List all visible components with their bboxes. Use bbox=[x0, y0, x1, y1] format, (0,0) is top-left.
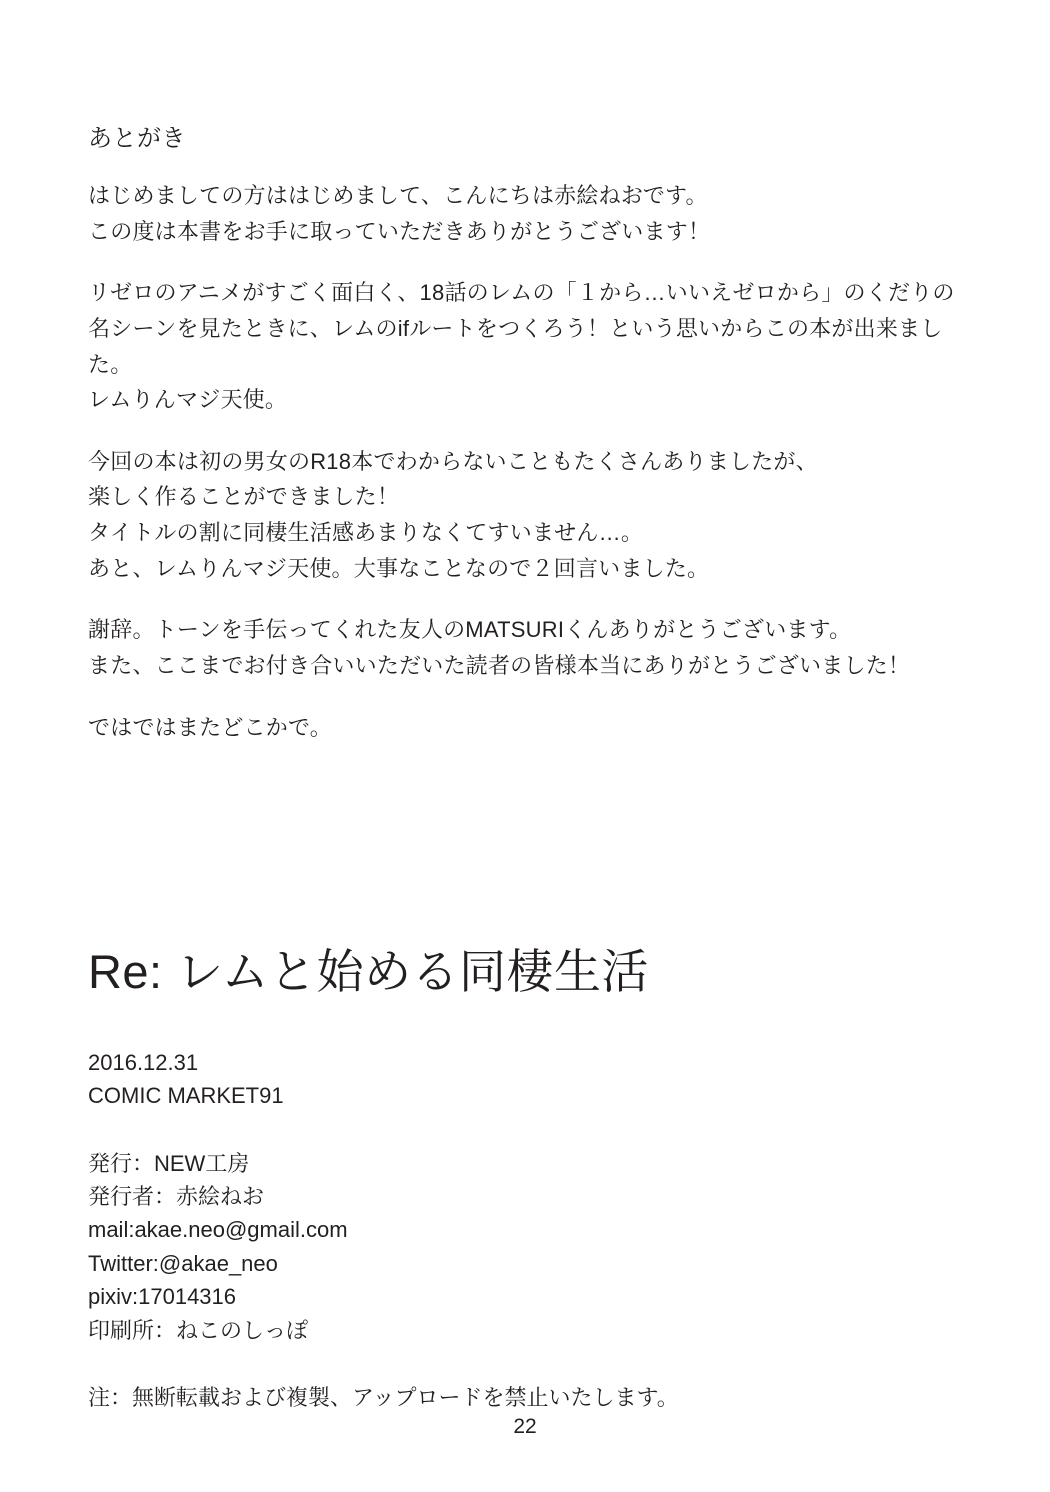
colophon-notice-block bbox=[88, 1381, 988, 1414]
colophon-credits-block bbox=[88, 1147, 988, 1348]
afterword-line: はじめましての方ははじめまして、こんにちは赤絵ねおです。 bbox=[88, 183, 708, 208]
afterword-paragraph bbox=[88, 444, 968, 587]
afterword-line: 名シーンを見たときに、レムのifルートをつくろう！という思いからこの本が出来ました。 bbox=[88, 315, 943, 377]
afterword-paragraph bbox=[88, 178, 968, 249]
publisher: 発行：NEW工房 bbox=[88, 1150, 250, 1176]
afterword-heading: あとがき bbox=[88, 125, 186, 152]
colophon-date-block bbox=[88, 1046, 988, 1113]
afterword-line: 謝辞。トーンを手伝ってくれた友人のMATSURIくんありがとうございます。 bbox=[88, 617, 852, 643]
afterword-line: あと、レムりんマジ天使。大事なことなので２回言いました。 bbox=[88, 555, 710, 581]
release-date: 2016.12.31 bbox=[88, 1049, 199, 1075]
printer: 印刷所：ねこのしっぽ bbox=[88, 1317, 309, 1343]
pixiv-id: pixiv:17014316 bbox=[88, 1284, 237, 1310]
afterword-line: また、ここまでお付き合いいただいた読者の皆様本当にありがとうございました！ bbox=[88, 652, 911, 678]
afterword-paragraph bbox=[88, 612, 968, 683]
book-title: Re: レムと始める同棲生活 bbox=[88, 945, 649, 998]
author: 発行者：赤絵ねお bbox=[88, 1184, 265, 1209]
afterword-line: レムりんマジ天使。 bbox=[88, 387, 288, 413]
afterword-line: タイトルの割に同棲生活感あまりなくてすいません…。 bbox=[88, 520, 644, 545]
email: mail:akae.neo@gmail.com bbox=[88, 1217, 348, 1243]
afterword-line: 今回の本は初の男女のR18本でわからないこともたくさんありましたが、 bbox=[88, 448, 818, 474]
afterword-line: 楽しく作ることができました！ bbox=[88, 484, 400, 510]
event-name: COMIC MARKET91 bbox=[88, 1083, 284, 1109]
afterword-line: ではではまたどこかで。 bbox=[88, 714, 332, 740]
afterword-line: リゼロのアニメがすごく面白く、18話のレムの「１から…いいえゼロから」のくだりの bbox=[88, 280, 955, 306]
copyright-notice: 注：無断転載および複製、アップロードを禁止いたします。 bbox=[88, 1385, 679, 1411]
afterword-body bbox=[88, 178, 968, 745]
twitter-handle: Twitter:@akae_neo bbox=[88, 1250, 278, 1276]
afterword-paragraph bbox=[88, 710, 968, 746]
page-number: 22 bbox=[513, 1415, 537, 1438]
afterword-line: この度は本書をお手に取っていただきありがとうございます！ bbox=[88, 218, 711, 244]
colophon bbox=[88, 946, 988, 1415]
afterword-paragraph bbox=[88, 275, 968, 418]
